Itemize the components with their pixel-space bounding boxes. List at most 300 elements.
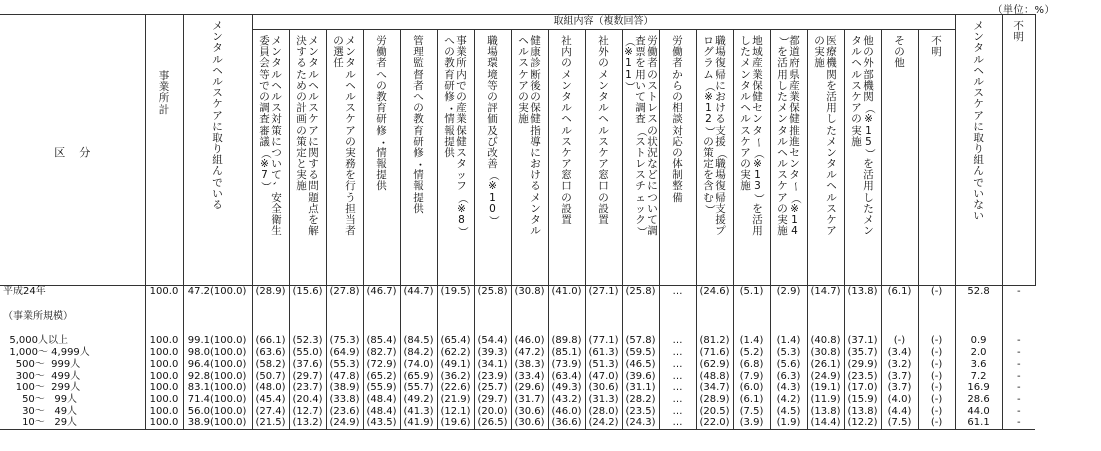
cell-content: (7.5) <box>881 417 918 429</box>
header-total: 事 業 所 計 <box>145 15 183 286</box>
table-row <box>0 286 1035 298</box>
cell-content: (35.7) <box>844 347 881 359</box>
header-content-15: 都 道 府 県 産 業 保 健 推 進 セ ン タ ー （ ※ 1 4 ） を 活 用 し た メ ン タ ル ヘ ル ス ケ ア の 実 施 <box>770 30 807 286</box>
cell-content: (31.3) <box>585 394 622 406</box>
cell-content: (29.7) <box>289 371 326 383</box>
table-row <box>0 311 1035 323</box>
cell-content: (55.7) <box>400 382 437 394</box>
cell-content: (49.1) <box>437 359 474 371</box>
spacer-cell <box>881 322 918 335</box>
header-content-8: 健 康 診 断 後 の 保 健 指 導 に お け る メ ン タ ル ヘ ル ス ケ ア の 実 施 <box>511 30 548 286</box>
spacer-cell <box>289 298 326 311</box>
cell-content: (14.7) <box>807 286 844 298</box>
cell-care <box>183 311 210 323</box>
spacer-cell <box>659 322 696 335</box>
cell-content: (74.0) <box>400 359 437 371</box>
header-content-19: 不 明 <box>918 30 955 286</box>
cell-content: (4.5) <box>770 406 807 418</box>
cell-content: … <box>659 347 696 359</box>
cell-not-care: 2.0 <box>955 347 1002 359</box>
cell-fumei: - <box>1002 359 1035 371</box>
header-content-2: メ ン タ ル ヘ ル ス ケ ア に 関 す る 問 題 点 を 解 決 す る た め の 計 画 の 策 定 と 実 施 <box>289 30 326 286</box>
cell-content: (73.9) <box>548 359 585 371</box>
cell-content: (47.8) <box>326 371 363 383</box>
cell-content: (6.1) <box>881 286 918 298</box>
spacer-cell <box>918 322 955 335</box>
cell-not-care: 16.9 <box>955 382 1002 394</box>
cell-content: (23.9) <box>474 371 511 383</box>
spacer-cell <box>210 298 252 311</box>
spacer-cell <box>511 298 548 311</box>
spacer-cell <box>0 298 145 311</box>
cell-content: (12.2) <box>844 417 881 429</box>
cell-content: (39.3) <box>474 347 511 359</box>
cell-content: (-) <box>918 394 955 406</box>
row-label: 1,000～ 4,999人 <box>3 347 90 359</box>
cell-not-care: 0.9 <box>955 335 1002 347</box>
table-row <box>0 347 1035 359</box>
row-label: 5,000人以上 <box>3 335 68 347</box>
cell-content: (38.3) <box>511 359 548 371</box>
cell-content: (37.1) <box>844 335 881 347</box>
cell-not-care: 28.6 <box>955 394 1002 406</box>
cell-content: (31.1) <box>622 382 659 394</box>
header-care: メ ン タ ル ヘ ル ス ケ ア に 取 り 組 ん で い る <box>183 15 252 286</box>
spacer-cell <box>807 298 844 311</box>
cell-content: (33.8) <box>326 394 363 406</box>
cell-total: 100.0 <box>145 394 183 406</box>
row-label: 平成24年 <box>0 286 145 298</box>
row-label: 100～ 299人 <box>3 382 81 394</box>
cell-content: (51.3) <box>585 359 622 371</box>
cell-content: (33.4) <box>511 371 548 383</box>
spacer-cell <box>326 298 363 311</box>
cell-content <box>696 311 733 323</box>
cell-content: (47.0) <box>585 371 622 383</box>
header-content-14: 地 域 産 業 保 健 セ ン タ ー （ ※ 1 3 ） を 活 用 し た メ ン タ ル ヘ ル ス ケ ア の 実 施 <box>733 30 770 286</box>
cell-content: (65.4) <box>437 335 474 347</box>
cell-care-paren: (100.0) <box>210 286 252 298</box>
cell-content: (17.0) <box>844 382 881 394</box>
cell-content: (46.0) <box>511 335 548 347</box>
cell-content: (-) <box>918 371 955 383</box>
header-content-3: メ ン タ ル ヘ ル ス ケ ア の 実 務 を 行 う 担 当 者 の 選 任 <box>326 30 363 286</box>
cell-content: (2.9) <box>770 286 807 298</box>
cell-content <box>807 311 844 323</box>
cell-content: (6.0) <box>733 382 770 394</box>
cell-content: (30.8) <box>807 347 844 359</box>
spacer-cell <box>363 322 400 335</box>
cell-content: (48.0) <box>252 382 289 394</box>
cell-care-paren: (100.0) <box>210 347 247 359</box>
cell-content: (48.4) <box>363 406 400 418</box>
cell-content: (24.6) <box>696 286 733 298</box>
cell-content: (27.1) <box>585 286 622 298</box>
spacer-row <box>0 322 1035 335</box>
cell-care: 47.2 <box>183 286 210 298</box>
row-label: 50～ 99人 <box>3 393 78 405</box>
cell-content: (62.2) <box>437 347 474 359</box>
cell-content: (52.3) <box>289 335 326 347</box>
cell-content: (59.5) <box>622 347 659 359</box>
cell-content: (20.0) <box>474 406 511 418</box>
cell-care-paren: (100.0) <box>210 370 247 382</box>
row-label: 10～ 29人 <box>0 417 145 429</box>
spacer-cell <box>252 322 289 335</box>
spacer-cell <box>585 298 622 311</box>
cell-content: (24.9) <box>326 417 363 429</box>
cell-content: (26.5) <box>474 417 511 429</box>
cell-content: (41.0) <box>548 286 585 298</box>
cell-content: (3.4) <box>881 347 918 359</box>
header-content-18: そ の 他 <box>881 30 918 286</box>
cell-content: (24.3) <box>622 417 659 429</box>
cell-content: (49.3) <box>548 382 585 394</box>
cell-care-paren: (100.0) <box>210 405 247 417</box>
cell-content <box>918 311 955 323</box>
cell-content: (45.4) <box>252 394 289 406</box>
cell-content: (54.4) <box>474 335 511 347</box>
cell-not-care: 3.6 <box>955 359 1002 371</box>
table-row <box>0 335 1035 347</box>
cell-content: (63.6) <box>252 347 289 359</box>
spacer-cell <box>511 322 548 335</box>
cell-content: (55.3) <box>326 359 363 371</box>
spacer-cell <box>437 298 474 311</box>
cell-content: (12.7) <box>289 406 326 418</box>
cell-content: (13.8) <box>807 406 844 418</box>
cell-content: (85.1) <box>548 347 585 359</box>
cell-content: (66.1) <box>252 335 289 347</box>
header-content-11: 労 働 者 の ス ト レ ス の 状 況 な ど に つ い て 調 査 票 を 用 い て 調 査 （ ス ト レ ス チ ェ ッ ク ） （ ※ 1 1 ） <box>622 30 659 286</box>
cell-content: (11.9) <box>807 394 844 406</box>
cell-content <box>585 311 622 323</box>
cell-content: (4.0) <box>881 394 918 406</box>
cell-content: (23.5) <box>622 406 659 418</box>
spacer-cell <box>548 298 585 311</box>
unit-label: （単位：%） <box>992 5 1055 16</box>
cell-content: (27.8) <box>326 286 363 298</box>
spacer-cell <box>622 298 659 311</box>
cell-content: (-) <box>918 406 955 418</box>
cell-care: 96.4 <box>183 359 210 371</box>
cell-content: (28.2) <box>622 394 659 406</box>
header-content-17: 他 の 外 部 機 関 （ ※ 1 5 ） を 活 用 し た メ ン タ ル ヘ ル ス ケ ア の 実 施 <box>844 30 881 286</box>
cell-care: 92.8 <box>183 371 210 383</box>
cell-content: (29.7) <box>474 394 511 406</box>
cell-content: (84.5) <box>400 335 437 347</box>
cell-care-paren: (100.0) <box>210 382 247 394</box>
cell-not-care: 52.8 <box>955 286 1002 298</box>
cell-total: 100.0 <box>145 335 183 347</box>
cell-content: (61.3) <box>585 347 622 359</box>
cell-content: (63.4) <box>548 371 585 383</box>
spacer-cell <box>1002 322 1035 335</box>
cell-care-paren: (100.0) <box>210 358 247 370</box>
spacer-cell <box>844 322 881 335</box>
cell-content: (46.5) <box>622 359 659 371</box>
cell-content: … <box>659 286 696 298</box>
cell-content: (28.0) <box>585 406 622 418</box>
cell-content: (13.8) <box>844 406 881 418</box>
row-label: 500～ 999人 <box>3 358 81 370</box>
cell-content: (13.8) <box>844 286 881 298</box>
cell-content: (7.9) <box>733 371 770 383</box>
cell-content: (21.5) <box>252 417 289 429</box>
cell-care: 38.9 <box>183 417 210 429</box>
cell-content: (25.8) <box>622 286 659 298</box>
cell-fumei: - <box>1002 347 1035 359</box>
cell-content: (36.2) <box>437 371 474 383</box>
cell-total: 100.0 <box>145 417 183 429</box>
cell-content: (36.6) <box>548 417 585 429</box>
header-group-title-text: 取組内容（複数回答） <box>553 16 654 28</box>
cell-content: (89.8) <box>548 335 585 347</box>
table-row <box>0 382 1035 394</box>
cell-content: (50.7) <box>252 371 289 383</box>
spacer-cell <box>844 298 881 311</box>
cell-content: (64.9) <box>326 347 363 359</box>
cell-content: (39.6) <box>622 371 659 383</box>
table-row <box>0 394 1035 406</box>
cell-content: (43.2) <box>548 394 585 406</box>
cell-content: (57.8) <box>622 335 659 347</box>
cell-content: (1.4) <box>733 335 770 347</box>
cell-content: (28.9) <box>252 286 289 298</box>
cell-care-paren: (100.0) <box>210 393 247 405</box>
cell-content: (47.2) <box>511 347 548 359</box>
spacer-cell <box>1002 298 1035 311</box>
cell-fumei: - <box>1002 382 1035 394</box>
cell-content: (5.3) <box>770 347 807 359</box>
spacer-cell <box>770 298 807 311</box>
row-label: 300～ 499人 <box>3 370 81 382</box>
cell-content: (30.6) <box>511 417 548 429</box>
cell-content <box>733 311 770 323</box>
cell-content <box>474 311 511 323</box>
cell-care-paren: (100.0) <box>210 417 252 429</box>
spacer-cell <box>807 322 844 335</box>
spacer-cell <box>210 322 252 335</box>
cell-content: (6.8) <box>733 359 770 371</box>
header-not-care: メ ン タ ル ヘ ル ス ケ ア に 取 り 組 ん で い な い <box>955 15 1002 286</box>
header-kubun-text: 区分 <box>54 145 105 159</box>
cell-content <box>289 311 326 323</box>
cell-care: 98.0 <box>183 347 210 359</box>
header-fumei: 不 明 <box>1002 15 1035 286</box>
cell-content: (5.2) <box>733 347 770 359</box>
cell-total: 100.0 <box>145 359 183 371</box>
header-group-title <box>252 15 955 30</box>
spacer-cell <box>437 322 474 335</box>
cell-content: (34.7) <box>696 382 733 394</box>
spacer-cell <box>0 322 145 335</box>
spacer-cell <box>622 322 659 335</box>
spacer-cell <box>289 322 326 335</box>
spacer-cell <box>183 298 210 311</box>
header-content-16: 医 療 機 関 を 活 用 し た メ ン タ ル ヘ ル ス ケ ア の 実 施 <box>807 30 844 286</box>
cell-content: (-) <box>918 417 955 429</box>
cell-fumei: - <box>1002 394 1035 406</box>
cell-content: (85.4) <box>363 335 400 347</box>
cell-content <box>881 311 918 323</box>
cell-total: 100.0 <box>145 406 183 418</box>
cell-fumei: - <box>1002 417 1035 429</box>
cell-care: 56.0 <box>183 406 210 418</box>
cell-care-paren: (100.0) <box>210 335 247 347</box>
cell-content: (75.3) <box>326 335 363 347</box>
cell-care: 83.1 <box>183 382 210 394</box>
cell-content: (1.9) <box>770 417 807 429</box>
cell-care: 99.1 <box>183 335 210 347</box>
cell-content: … <box>659 382 696 394</box>
cell-content: (30.6) <box>585 382 622 394</box>
cell-content: (13.2) <box>289 417 326 429</box>
cell-total: 100.0 <box>145 286 183 298</box>
cell-not-care <box>955 311 1002 323</box>
cell-fumei: - <box>1002 286 1035 298</box>
cell-content: (-) <box>918 382 955 394</box>
cell-content: (23.7) <box>289 382 326 394</box>
spacer-cell <box>696 322 733 335</box>
cell-content: (48.8) <box>696 371 733 383</box>
cell-content <box>511 311 548 323</box>
spacer-cell <box>696 298 733 311</box>
cell-content: (29.9) <box>844 359 881 371</box>
cell-content: (44.7) <box>400 286 437 298</box>
cell-content: (84.2) <box>400 347 437 359</box>
cell-content <box>252 311 289 323</box>
cell-total: 100.0 <box>145 371 183 383</box>
cell-content <box>844 311 881 323</box>
header-content-13: 職 場 復 帰 に お け る 支 援 （ 職 場 復 帰 支 援 プ ロ グ ラ ム （ ※ 1 2 ） の 策 定 を 含 む ） <box>696 30 733 286</box>
cell-content: (7.5) <box>733 406 770 418</box>
cell-content: (3.9) <box>733 417 770 429</box>
cell-content: (3.7) <box>881 382 918 394</box>
cell-content: (1.4) <box>770 335 807 347</box>
spacer-cell <box>955 322 1002 335</box>
cell-content: (23.5) <box>844 371 881 383</box>
cell-content: (20.4) <box>289 394 326 406</box>
spacer-cell <box>733 322 770 335</box>
cell-fumei: - <box>1002 406 1035 418</box>
cell-content: (25.7) <box>474 382 511 394</box>
cell-not-care: 44.0 <box>955 406 1002 418</box>
spacer-row <box>0 298 1035 311</box>
header-content-12: 労 働 者 か ら の 相 談 対 応 の 体 制 整 備 <box>659 30 696 286</box>
spacer-cell <box>770 322 807 335</box>
cell-content: (15.9) <box>844 394 881 406</box>
cell-content: (6.3) <box>770 371 807 383</box>
cell-content: … <box>659 359 696 371</box>
cell-content: (43.5) <box>363 417 400 429</box>
cell-content <box>400 311 437 323</box>
cell-content: … <box>659 417 696 429</box>
cell-content: (41.3) <box>400 406 437 418</box>
cell-content: (23.6) <box>326 406 363 418</box>
cell-content: (19.1) <box>807 382 844 394</box>
cell-total: 100.0 <box>145 382 183 394</box>
cell-fumei: - <box>1002 371 1035 383</box>
cell-content: (6.1) <box>733 394 770 406</box>
row-label: 30～ 49人 <box>3 405 78 417</box>
table-row <box>0 359 1035 371</box>
cell-content: (71.6) <box>696 347 733 359</box>
cell-care: 71.4 <box>183 394 210 406</box>
row-label: （事業所規模） <box>3 310 73 322</box>
spacer-cell <box>145 322 183 335</box>
cell-content: (40.8) <box>807 335 844 347</box>
cell-content: (41.9) <box>400 417 437 429</box>
cell-care-paren <box>210 311 252 323</box>
spacer-cell <box>183 322 210 335</box>
cell-not-care: 7.2 <box>955 371 1002 383</box>
cell-content: (5.1) <box>733 286 770 298</box>
spacer-cell <box>252 298 289 311</box>
cell-content: (5.6) <box>770 359 807 371</box>
spacer-cell <box>733 298 770 311</box>
cell-content: (37.6) <box>289 359 326 371</box>
cell-content: (38.9) <box>326 382 363 394</box>
cell-total: 100.0 <box>145 347 183 359</box>
cell-fumei: - <box>1002 335 1035 347</box>
cell-content: (26.1) <box>807 359 844 371</box>
cell-not-care: 61.1 <box>955 417 1002 429</box>
cell-content: … <box>659 335 696 347</box>
spacer-cell <box>918 298 955 311</box>
statistics-table <box>0 14 1036 430</box>
cell-content: (4.3) <box>770 382 807 394</box>
cell-content <box>622 311 659 323</box>
spacer-cell <box>400 298 437 311</box>
cell-content: (21.9) <box>437 394 474 406</box>
cell-content: (30.8) <box>511 286 548 298</box>
cell-content: (4.4) <box>881 406 918 418</box>
cell-content: (15.6) <box>289 286 326 298</box>
cell-content <box>659 311 696 323</box>
cell-content <box>548 311 585 323</box>
cell-content: (82.7) <box>363 347 400 359</box>
cell-content: (19.6) <box>437 417 474 429</box>
cell-total <box>145 311 183 323</box>
cell-content: (14.4) <box>807 417 844 429</box>
header-content-10: 社 外 の メ ン タ ル ヘ ル ス ケ ア 窓 口 の 設 置 <box>585 30 622 286</box>
cell-content: (27.4) <box>252 406 289 418</box>
spacer-cell <box>326 322 363 335</box>
header-content-5: 管 理 監 督 者 へ の 教 育 研 修 ・ 情 報 提 供 <box>400 30 437 286</box>
cell-content: (3.2) <box>881 359 918 371</box>
cell-content: (81.2) <box>696 335 733 347</box>
cell-content: (34.1) <box>474 359 511 371</box>
cell-content: (62.9) <box>696 359 733 371</box>
cell-content: (72.9) <box>363 359 400 371</box>
cell-content: (-) <box>881 335 918 347</box>
cell-content: (-) <box>918 347 955 359</box>
cell-content: (-) <box>918 335 955 347</box>
cell-content: (12.1) <box>437 406 474 418</box>
cell-content: (77.1) <box>585 335 622 347</box>
cell-content: (30.6) <box>511 406 548 418</box>
cell-content: (22.0) <box>696 417 733 429</box>
header-content-7: 職 場 環 境 等 の 評 価 及 び 改 善 （ ※ 1 0 ） <box>474 30 511 286</box>
cell-content <box>326 311 363 323</box>
spacer-cell <box>363 298 400 311</box>
cell-content: (65.9) <box>400 371 437 383</box>
table-row <box>0 371 1035 383</box>
cell-content: (49.2) <box>400 394 437 406</box>
spacer-cell <box>955 298 1002 311</box>
cell-content: … <box>659 406 696 418</box>
